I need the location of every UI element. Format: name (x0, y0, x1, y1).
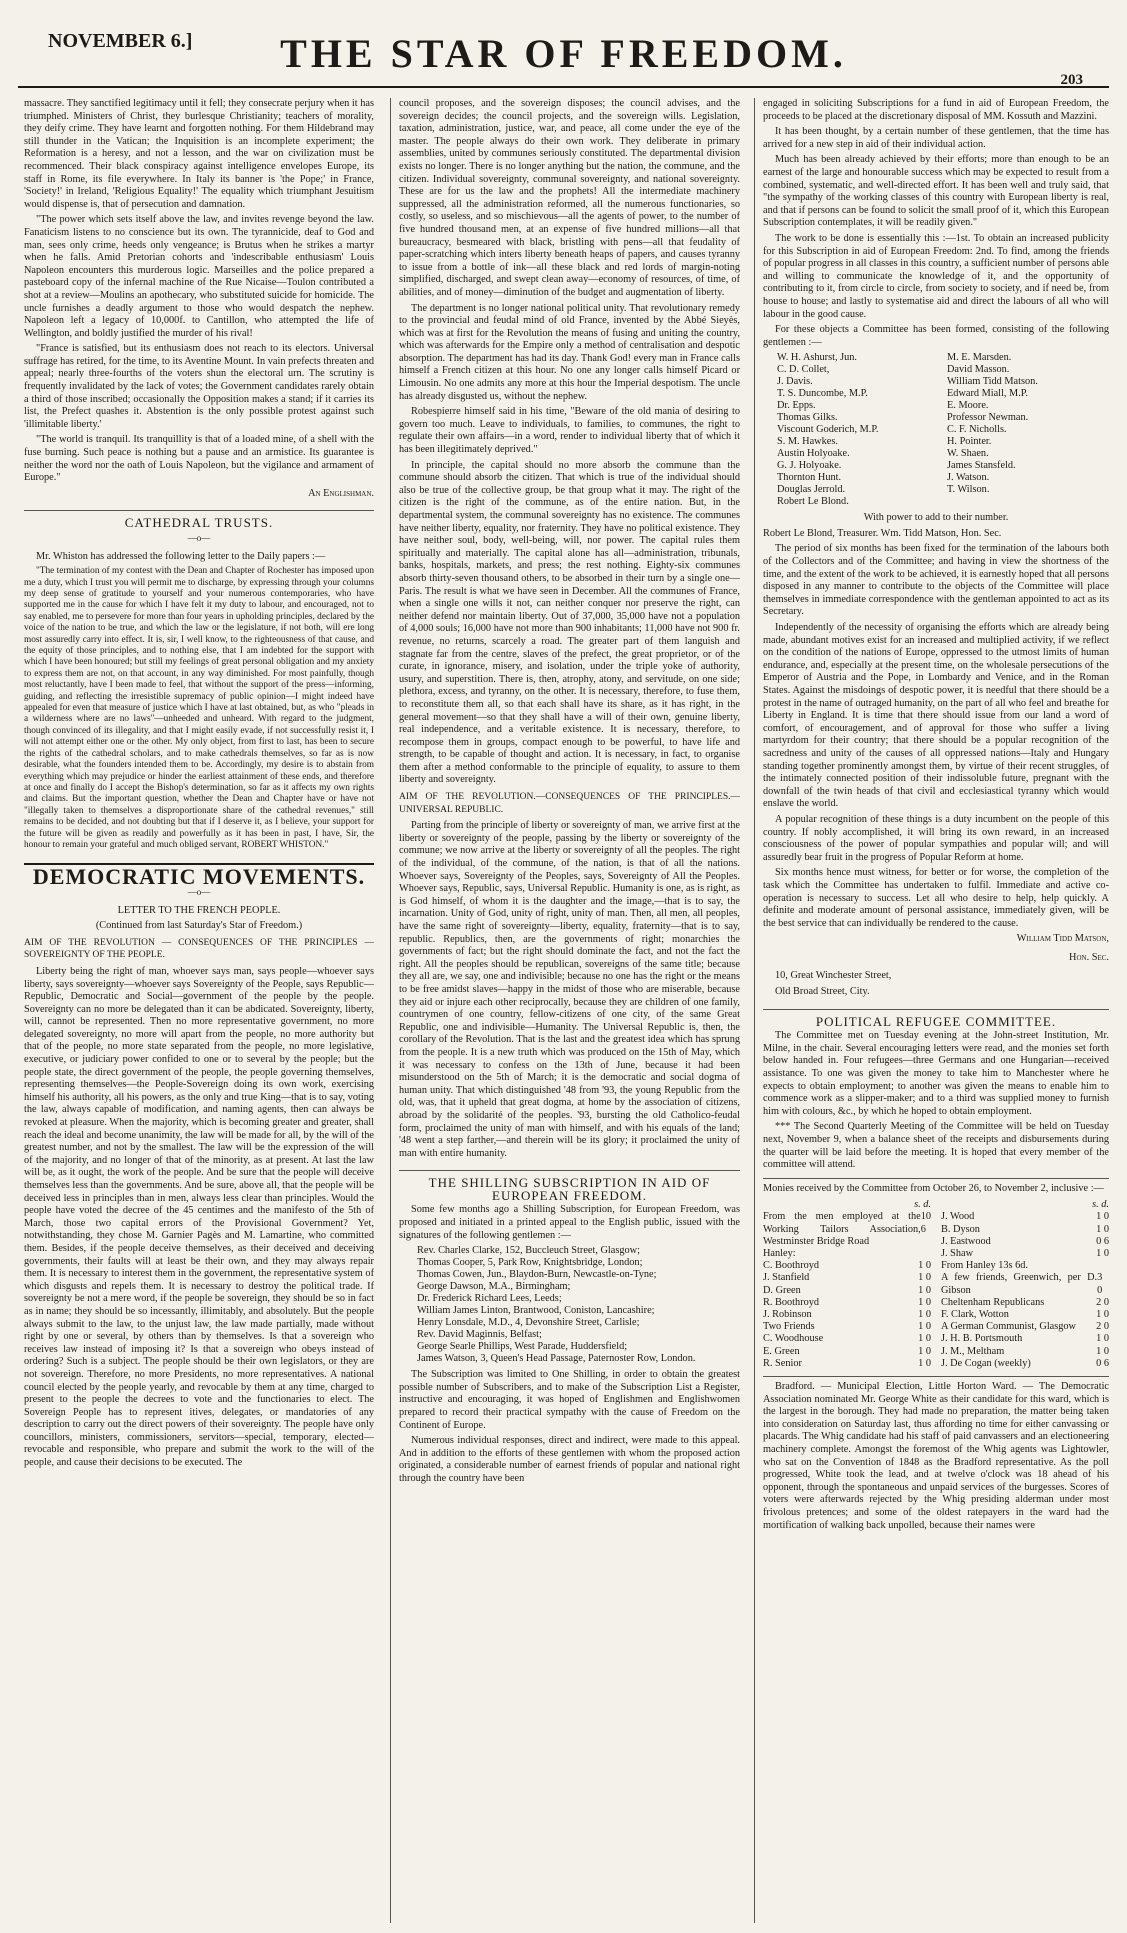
list-item: William Tidd Matson. (947, 376, 1038, 388)
donor-name: Cheltenham Republicans (941, 1296, 1045, 1308)
democratic-movements-heading: DEMOCRATIC MOVEMENTS. (24, 863, 374, 884)
list-item: James Stansfeld. (947, 460, 1016, 472)
refugee-committee-heading: POLITICAL REFUGEE COMMITTEE. (763, 1009, 1109, 1029)
donor-amount: 1 0 (918, 1309, 931, 1320)
donor-amount: 3 0 (1097, 1272, 1103, 1296)
donor-amount: 1 0 (1096, 1345, 1109, 1357)
paragraph: For these objects a Committee has been formed, consisting of the following gentlemen :— (763, 324, 1109, 348)
donor-amount: 1 0 (918, 1260, 931, 1272)
money-row (763, 1272, 931, 1284)
paragraph: Independently of the necessity of organising the efforts which are already being made, abundant motives exist for an increased and multiplied activity, if we reflect on the condition of the nations of Europe, oppressed to the utmost limits of human endurance, and, especially at the present time, on the wholesale persecutions of the Emperor of Austria and the Pope, in Lombardy and Venice, and in the Roman States. Against the misdoings of despotic power, it is needful that there should be a protest in the name of outraged humanity, on the part of all who feel and breathe for Liberty in England. It is time that there should issue from our land a word of comfort, of encouragement, and of approval for those who suffer a living martyrdom for their country; that there should be a popular recognition of the sacredness and unity of the causes of all oppressed nations—Italy and Hungary standing together prominently amongst them, by virtue of their recent struggles, of the intimately connected position of their indissoluble future, pregnant with the downfall of the twin heads of that civil and ecclesiastical tyranny which would enslave the world. (763, 622, 1109, 810)
money-row (941, 1321, 1109, 1333)
officers-line: Robert Le Blond, Treasurer. Wm. Tidd Matson, Hon. Sec. (763, 527, 1002, 539)
donor-amount: 1 0 (1096, 1247, 1109, 1259)
donor-amount: 2 0 (1096, 1321, 1109, 1333)
donor-amount: 2 0 (1096, 1296, 1109, 1308)
paragraph: Liberty being the right of man, whoever says man, says people—whoever says liberty, says sovereignty—whoever says Sovereignty of the People, says Republic—Republic, Democratic and Social—government of the people by the people. Sovereignty can no more be delegated than it can be abdicated. Sovereignty, liberty, will, cannot be represented. Then no more representative government, no more delegated sovereignty, no more will apart from the people, no more authority but that of the people, no more state separated from the people, no more legislative, executive, or judiciary power confided to one or to several by the people; but the people state, the direct government of the people, the people governing themselves, representing themselves—the People-Sovereign doing its own work, exercising himself his authority, all his powers, as the only and true King—that is to say, voting the law, always capable of modification, and naming agents, then can always be revoked at pleasure. When the majority, which is becoming greater and greater, shall reach the ideal and become unanimity, the law will be made for all, by the will of the greatest number, and not by the smallest. The law will be the expression of the will of the majority, and no longer of that of the minority, as at present. At last the law will be, as it ought, the work of the people. And be sure that the people will deceive themselves less than the governments. And be sure, above all, that the people will be deceived less in principles than in men, always less clear than principles. Would the people have voted the decree of the 45 centimes and the manifesto of the 5th of March, those two capital errors of the Provisional Government? Yet, notwithstanding, they chose M. Garnier Pagès and M. Lamartine, who committed them. Besides, if the people deceive themselves, as their deceived and deceiving governments, their faults will at least be their own, and they may always repair them. It is necessary to interest them in the government, the representative system of which disgusts and repels them. It is necessary to destroy the political trade. If sovereignty be not a mere word, if the people be sovereign, they should be so in fact as in name; they should be so incessantly, illimitably, and absolutely. But the people always submit to the law, to the unjust law, the law made partially, made without right by one or several, by others than by themselves. Is that a sovereign who receives law instead of imposing it? Is that a sovereign who obeys instead of ordering? Such is a subject. The people should be their own legislators, or they are not sovereign. Therefore, no more Presidents, no more representatives. A national council elected by the people yearly, and revocable by them at any time, charged to present to the people the decrees to vote and the functionaries to elect. The Sovereign People has to represent itives, delegates, or mandatories of any description to carry out the direct powers of their sovereignty. The people have only councillors, ministers, commissioners, servitors—special, temporary, elected—revocable and responsible, who prepare and submit the work to the will of the people, and cause their decisions to be executed. The (24, 965, 374, 1469)
divider: —o— (187, 533, 211, 543)
money-row (941, 1297, 1109, 1309)
bradford-report: Bradford. — Municipal Election, Little Horton Ward. — The Democratic Association nominated Mr. George White as their candidate for this ward, which is the largest in the borough. They had made no preparation, the matter being taken into consideration on Saturday last, thus affording no time for either canvassing or placards. The Whig candidate had his staff of paid canvassers and an electioneering machinery complete. Amongst the foremost of the Whig agents was Lightowler, who sat on the Convention of 1848 as the Bradford representative. As the poll progressed, White took the lead, and at twelve o'clock was 18 ahead of his opponent, through the spontaneous and unpaid services of the burgesses. Scores of voters were afterwards rejected by the Whig presiding alderman under most frivolous pretences; and some of the oldest ratepayers in the ward had the mortification of walking back unpolled, because their names were (763, 1381, 1109, 1531)
money-row (941, 1272, 1109, 1296)
power-line: With power to add to their number. (863, 512, 1009, 524)
issue-date: NOVEMBER 6.] (48, 30, 193, 52)
donor-amount: 1 0 (1096, 1333, 1109, 1345)
list-item: Dr. Frederick Richard Lees, Leeds; (417, 1293, 562, 1305)
columns (18, 98, 1109, 1923)
cathedral-trusts-heading: CATHEDRAL TRUSTS. (24, 510, 374, 530)
donor-name: J. De Cogan (weekly) (941, 1357, 1031, 1369)
money-row (763, 1260, 931, 1272)
paragraph: The Subscription was limited to One Shilling, in order to obtain the greatest possible number of Subscribers, and to make of the Subscription List a Register, instructive and encouraging, it was hoped of Englishmen and Englishwomen prepared to record their practical sympathy with the cause of Freedom on the Continent of Europe. (399, 1369, 740, 1431)
list-item: Austin Holyoake. (777, 448, 850, 460)
paragraph: Mr. Whiston has addressed the following letter to the Daily papers :— (36, 550, 326, 562)
donor-name: J. H. B. Portsmouth (941, 1333, 1023, 1345)
shilling-subscription-heading: THE SHILLING SUBSCRIPTION IN AID OF EUROPEAN FREEDOM. (399, 1170, 740, 1202)
paragraph: It has been thought, by a certain number of these gentlemen, that the time has arrived for a new step in aid of their individual action. (763, 126, 1109, 150)
list-item: Thornton Hunt. (777, 472, 842, 484)
letter-heading: LETTER TO THE FRENCH PEOPLE. (117, 904, 281, 916)
donor-name: B. Dyson (941, 1223, 980, 1235)
paragraph: *** The Second Quarterly Meeting of the Committee will be held on Tuesday next, November 9, when a balance sheet of the receipts and disbursements during the quarter will be laid before the meeting. It is hoped that every member of the committee will attend. (763, 1121, 1109, 1171)
donor-name: R. Senior (763, 1357, 802, 1369)
donor-name: C. Woodhouse (763, 1333, 824, 1345)
paragraph: The department is no longer national political unity. That revolutionary remedy to the provincial and feudal mind of old France, invented by the Abbé Sieyès, which was at first for the Revolution the means of fusing and uniting the country, which was afterwards for the Empire only a method of centralisation and despotic absorption. The department has had its day. Thank God! every man in France calls himself a French citizen at this hour. No one any longer calls himself Picard or Limousin. No one admits any more at this hour the Imperial despotism. The uncle has already disgusted us, without the nephew. (399, 302, 740, 402)
list-item: Henry Lonsdale, M.D., 4, Devonshire Street, Carlisle; (417, 1317, 640, 1329)
list-item: Rev. Charles Clarke, 152, Buccleuch Street, Glasgow; (417, 1245, 640, 1257)
paragraph: "The power which sets itself above the law, and invites revenge beyond the law. Fanaticism listens to no conscience but its own. The tyrannicide, deaf to God and man, sees only crime, heeds only vengeance; is Brutus when he strikes a martyr when he falls. Amid Pretorian cohorts and 'indescribable enthusiasm' Louis Napoleon encounters this murderous logic. Marseilles and the police prepared a pasteboard copy of the infernal machine of the Rue Nicaise—Toulon contributed a shot at a review—Moulins an apothecary, who substituted suicide for homicide. The uncle furnishes a deadly argument to those who would despatch the nephew. Napoleon left a legacy of 10,000f. to Cantillon, who attempted the life of Wellington, and boldly justified the murder of his rival! (24, 214, 374, 339)
money-row (941, 1211, 1109, 1223)
secretary-name: William Tidd Matson, (1016, 933, 1109, 945)
donor-amount: 1 0 (1096, 1211, 1109, 1223)
money-row (763, 1333, 931, 1345)
donor-name: From the men employed at the Working Tailors Association, Westminster Bridge Road (763, 1211, 921, 1247)
committee-right (947, 352, 1109, 508)
paragraph: Robespierre himself said in his time, "Beware of the old mania of desiring to govern too much. Leave to individuals, to families, to communes, the right to regulate their own affairs—in a word, render to individual liberty that of which it has been illegitimately deprived." (399, 406, 740, 456)
committee-left (777, 352, 939, 508)
address-line: Old Broad Street, City. (775, 986, 870, 998)
money-row (763, 1309, 931, 1321)
donor-amount: 0 6 (1096, 1235, 1109, 1247)
paragraph: engaged in soliciting Subscriptions for a fund in aid of European Freedom, the proceeds to be placed at the discretionary disposal of MM. Kossuth and Mazzini. (763, 98, 1109, 122)
list-item: Douglas Jerrold. (777, 484, 846, 496)
donor-amount: 10 6 (920, 1211, 931, 1235)
paragraph: massacre. They sanctified legitimacy until it fell; they consecrate perjury when it has triumphed. Ministers of Christ, they burlesque Christianity; teachers of morality, they deify crime. They have learnt and forgotten nothing. For them Hildebrand may still thunder in the Vatican; the Inquisition is an incomplete experiment; the Reformation is a heresy, and not a lesson, and the war on civilization must be recommenced. Their black conspiracy against intelligence envelopes Europe, its staff in Rome, its file everywhere. In Italy its banner is 'the Pope;' in France, 'Society!' in Ireland, 'Religious Equality!' The equality which triumphant Jesuitism would dispense is, that of persecution and damnation. (24, 98, 374, 210)
money-row (941, 1346, 1109, 1358)
divider: —o— (187, 886, 211, 897)
list-item: George Dawson, M.A., Birmingham; (417, 1281, 571, 1293)
paragraph: The period of six months has been fixed for the termination of the labours both of the Collectors and of the Committee; and having in view the shortness of the time, and the extent of the work to be achieved, it is earnestly hoped that all persons disposed in any manner to contribute to the objects of the Committee will place themselves in immediate correspondence with the gentleman appointed to act as its Secretary. (763, 543, 1109, 618)
donor-name: A German Communist, Glasgow (941, 1321, 1076, 1333)
money-header: s. d. (914, 1199, 931, 1211)
money-row (763, 1211, 931, 1248)
page-number: 203 (1060, 72, 1083, 88)
donor-name: J. M., Meltham (941, 1345, 1005, 1357)
list-item: W. H. Ashurst, Jun. (777, 352, 858, 364)
money-row (941, 1309, 1109, 1321)
paragraph: "France is satisfied, but its enthusiasm does not reach to its electors. Universal suffrage has retired, for the time, to its Aventine Mount. In vain prefects threaten and appeal; nearly three-fourths of the voters shun the electoral urn. The scrutiny is frequently invalidated by the lack of votes; the Government candidates rarely obtain a third of those inscribed; occasionally the Opposition makes a stand; if it carries its list, the Prefect quashes it. Abstention is the only possible protest against such 'illimitable liberty.' (24, 343, 374, 430)
newspaper-title: THE STAR OF FREEDOM. (280, 31, 847, 76)
list-item: T. Wilson. (947, 484, 990, 496)
donor-amount: 1 0 (918, 1284, 931, 1296)
list-item: Dr. Epps. (777, 400, 816, 412)
list-item: George Searle Phillips, West Parade, Huddersfield; (417, 1341, 628, 1353)
donor-name: J. Shaw (941, 1247, 974, 1259)
list-item: G. J. Holyoake. (777, 460, 842, 472)
money-row (941, 1333, 1109, 1345)
money-row (941, 1358, 1109, 1370)
donor-amount: 0 6 (1096, 1357, 1109, 1369)
list-item: E. Moore. (947, 400, 989, 412)
donor-amount: 1 0 (918, 1333, 931, 1345)
donor-amount: 1 0 (918, 1357, 931, 1369)
donor-amount: 1 0 (1096, 1309, 1109, 1320)
list-item: Professor Newman. (947, 412, 1029, 424)
donor-name: R. Boothroyd (763, 1296, 820, 1308)
monies-left (763, 1199, 931, 1370)
list-item: H. Pointer. (947, 436, 992, 448)
money-row (763, 1285, 931, 1297)
monies-intro: Monies received by the Committee from October 26, to November 2, inclusive :— (763, 1182, 1104, 1194)
donor-name: J. Wood (941, 1211, 975, 1223)
donor-name: From Hanley 13s 6d. (941, 1260, 1028, 1272)
paragraph: The work to be done is essentially this :—1st. To obtain an increased publicity for this Subscription in aid of European Freedom: 2nd. To find, among the friends of popular progress in all classes in this country, a sufficient number of persons able and willing to communicate the knowledge of it, and the opportunity of contributing to it, from circle to circle, from society to society, and if need be, from house to house; and lastly to systematise aid and direct the labours of all who will labour in the good cause. (763, 232, 1109, 320)
list-item: M. E. Marsden. (947, 352, 1012, 364)
list-item: Thomas Cooper, 5, Park Row, Knightsbridge, London; (417, 1257, 643, 1269)
donor-name: J. Stanfield (763, 1272, 810, 1284)
masthead (18, 0, 1109, 88)
paragraph: Numerous individual responses, direct and indirect, were made to this appeal. And in addition to the efforts of these gentlemen with whom the proposed action originated, a considerable number of earnest friends of popular and national right through the country have been (399, 1435, 740, 1484)
paragraph: Some few months ago a Shilling Subscription, for European Freedom, was proposed and initiated in a printed appeal to the English public, issued with the signatures of the following gentlemen :— (399, 1204, 740, 1241)
donor-name: C. Boothroyd (763, 1260, 820, 1272)
whiston-letter: "The termination of my contest with the Dean and Chapter of Rochester has imposed upon me a duty, which I trust you will permit me to discharge, by expressing through your columns my deep sense of gratitude to yourself and your numerous contemporaries, who have supported me in the cause for which I have felt it my duty to labour, and encouraged, not to say enabled, me to persevere for more than four years in upholding principles, declared by the voice of the nation to be true, and which the law or the legislature, if not both, will ere long most assuredly carry into effect. It is, sir, I well know, to the righteousness of that cause, and the equity of those principles, and to nothing else, that I am indebted for the support with which I have been honoured; but still my feelings of great personal obligation and my anxiety to express them are not, on that account, in any way diminished. For most painfully, though most reluctantly, have I been made to feel, that without the support of the press—informing, guiding, and reflecting the irresistible supremacy of public opinion—I might indeed have appealed for even that measure of justice which I have at last obtained, but, as who "pleads in a wilderness where are no laws"—unheeded and unheard. With regard to the judgment, though convinced of its illegality, and that I might easily evade, if not successfully resist it, I will not attempt either one or the other. My only object, from first to last, has been to secure the rights of the cathedral scholars, and to make cathedrals themselves, so far as is now desirable, what the founders intended them to be. Accordingly, my desire is to abstain from everything which may prejudice or hinder the earliest attainment of these ends, and therefore at once and finally do I accept the Bishop's determination, so far as it affects my own rights and claims. But the important question, whether the Dean and Chapter have or have not "illegally taken to themselves a disproportionate share of the cathedral revenues," still remains to be decided, and not doubting but that if I deserve it, as I believe, your support for the future will be given as readily and powerfully as it has been in past, I have, Sir, the honour to remain your grateful and much obliged servant, ROBERT WHISTON." (24, 566, 374, 850)
section-subhead: AIM OF THE REVOLUTION — CONSEQUENCES OF THE PRINCIPLES — SOVEREIGNTY OF THE PEOPLE. (24, 937, 374, 961)
list-item: J. Watson. (947, 472, 990, 484)
donor-name: A few friends, Greenwich, per D. Gibson (941, 1272, 1098, 1296)
paragraph: council proposes, and the sovereign disposes; the council advises, and the sovereign decides; the council projects, and the sovereign wills. Legislation, taxation, administration, justice, war, and peace, all come under the eye of the master. The people always do their own work. They deliberate in primary assemblies, united by communes seriously constituted. The departmental division exists no longer. There is no longer anything but the nation, the commune, and the citizen. Individual sovereignty, communal sovereignty, and national sovereignty. These are for us the law and the prophets! All the intermediate machinery suppressed, all the administration reformed, all the numerous functionaries, so costly, so useless, and so mischievous—all the agents of power, to the number of five hundred thousand men, at an expense of five hundred millions—all that bureaucracy, besmeared with black, bristling with pens—all that feudality of paper-scratching which inters liberty beneath heaps of papers, and causes tyranny to issue from a bottle of ink—all these black and red lords of margin-noting simplified, discharged, and swept clean away—economy of resources, of time, of abilities, and of money—diminution of the budget and augmentation of liberty. (399, 98, 740, 298)
list-item: S. M. Hawkes. (777, 436, 838, 448)
money-row (763, 1321, 931, 1333)
donor-name: Two Friends (763, 1321, 815, 1333)
donor-name: D. Green (763, 1284, 801, 1296)
donor-amount: 1 0 (1096, 1223, 1109, 1235)
column-1 (24, 98, 374, 1923)
money-row (763, 1358, 931, 1370)
donor-name: E. Green (763, 1345, 800, 1357)
donor-name: F. Clark, Wotton (941, 1309, 1009, 1320)
money-row (763, 1297, 931, 1309)
money-row (941, 1236, 1109, 1248)
list-item: C. F. Nicholls. (947, 424, 1007, 436)
list-item: Thomas Gilks. (777, 412, 838, 424)
list-item: James Watson, 3, Queen's Head Passage, Paternoster Row, London. (417, 1353, 696, 1365)
paragraph: Six months hence must witness, for better or for worse, the completion of the task which the Committee has undertaken to fulfil. Immediate and active co-operation is necessary to success. Let all who desire to help, help quickly. A definite and moderate amount of personal assistance, immediately given, will be the best service that can individually be rendered to the cause. (763, 867, 1109, 929)
paragraph: The Committee met on Tuesday evening at the John-street Institution, Mr. Milne, in the chair. Several encouraging letters were read, and the monies set forth below handed in. Four refugees—three Germans and one Hungarian—received assistance. To one was given the money to take him to Manchester where he expects to obtain employment; to another was given the means to enable him to commence work as a slipper-maker; and to a third was supplied money to furnish him with colours, &c., by which he hoped to obtain employment. (763, 1030, 1109, 1117)
list-item: C. D. Collet, (777, 364, 830, 376)
list-item: Viscount Goderich, M.P. (777, 424, 879, 436)
money-header: s. d. (1092, 1199, 1109, 1211)
list-item: Thomas Cowen, Jun., Blaydon-Burn, Newcastle-on-Tyne; (417, 1269, 657, 1281)
list-item: T. S. Duncombe, M.P. (777, 388, 868, 400)
donor-amount: 1 0 (918, 1272, 931, 1284)
column-3 (754, 98, 1109, 1923)
monies-right (941, 1199, 1109, 1370)
money-row (763, 1346, 931, 1358)
list-item: W. Shaen. (947, 448, 989, 460)
monies-table (763, 1199, 1109, 1370)
list-item: Edward Miall, M.P. (947, 388, 1028, 400)
intro-signature: An Englishman. (308, 487, 374, 499)
money-row (941, 1260, 1109, 1272)
donor-name: Hanley: (763, 1247, 796, 1259)
column-2 (390, 98, 740, 1923)
donor-amount: 1 0 (918, 1345, 931, 1357)
divider-rule (763, 1376, 1109, 1377)
paragraph: In principle, the capital should no more absorb the commune than the commune should absorb the citizen. That which is true of the individual should also be true of the collective group, be that group what it may. The right of the citizen is the right of the commune, as of the entire nation. But, in the departmental system, the communal sovereignty has no existence. The communes have neither liberty, equality, nor fraternity. They have no political existence. They have neither soul, body, well-being, will, nor power. The capital rules them spiritually and materially. The capital alone has all—administration, tribunals, banks, hospitals, markets, and press; the rest nothing. Eighty-six communes absorb thirty-seven thousand others, to be absorbed in their turn by a single one—Paris. The result is what we have seen in December. All the communes of France, when a single one wills it not, can neither conquer nor preserve the right, can neither defend nor maintain liberty. Out of 37,000, 35,000 have not a population of 4,000 souls; 16,000 have not more than 900 inhabitants; 11,000 have not 900 fr. revenue, no returns, scarcely a road. The greater part of them languish and stagnate far from the centre, slaves of the prefect, the great proprietor, or of the curate, in ignorance, misery, and isolation, under the triple yoke of authority, usury, and superstition. There is, then, atrophy, atony, and servitude, on one side; plethora, excess, and tyranny, on the other. It is necessary, therefore, to fuse them, to reconstitute them all, so that each shall have its share, as it has right, in the general movement—so that they shall have a will of their own, genuine liberty, real independence, and a veritable existence. It is necessary, therefore, to recompose them in groups, compact enough to be powerful, to have life and strength, to be capable of thought and action. It is necessary, in fact, to organise them after a method conformable to the principle of equality, to assure to them liberty and sovereignty. (399, 459, 740, 786)
donor-name: J. Eastwood (941, 1235, 991, 1247)
paragraph: Parting from the principle of liberty or sovereignty of man, we arrive first at the liberty or sovereignty of the people, passing by the liberty or sovereignty of the commune; we now arrive at the liberty or sovereignty of all the peoples. The right of the individual, of the commune, of the nation, is that of all the nations. Whoever says, Sovereignty of the Peoples, says, Sovereignty of All the Peoples. Whoever says, Republic, says, Universal Republic. Humanity is one, as is right, as is God himself, of whom it is the daughter and the image,—that is to say, the incarnation. Unity of God, unity of right, unity of man. Then, all men, all peoples, have the same right of sovereignty—liberty, equality, fraternity—that is to say, republic. Republics, then, are the governments of right; monarchies the governments of fact; but the right should dominate the fact, and not the fact the right. All the peoples should be republican, sovereigns of the same title; because they all are, we say, one and indivisible; because no one has the right or the means to be free amidst slaves—happy in the midst of those who are miserable, because they aid or injure each other reciprocally, because they are children of one family, countrymen of one country, fellow-citizens of one city, of the same Great Republic, one and indivisible—Humanity. The Universal Republic is, then, the corollary of the Revolution. That is the last and the greatest idea which has sprung from the people. It is a new truth which was produced on the 15th of May, which it was necessary to confess on the 13th of June, because it had been misunderstood on the 5th of March; it is the democratic and social dogma of human unity. That which distinguished '48 from '93, the young Republic from the old, was, that it upheld that great dogma, at home by the association of citizens, abroad by the solidarité of the peoples. '93, bursting the old Catholico-feudal form, proclaimed the unity of man with himself, and with his equals of the land; '48 went a step farther,—and therein will be its glory; it proclaimed the unity of man with entire humanity. (399, 820, 740, 1159)
donor-amount: 1 0 (918, 1321, 931, 1333)
donor-name: J. Robinson (763, 1309, 812, 1320)
money-row (941, 1224, 1109, 1236)
divider-rule (763, 1178, 1109, 1179)
money-row (941, 1248, 1109, 1260)
paragraph: Much has been already achieved by their efforts; more than enough to be an earnest of the large and honourable success which may be expected to result from a combined, systematic, and well-directed effort. It has been well and truly said, that "the sympathy of the working classes of this country with European liberty is real, and that if persons can be found to solicit the small proof of it, which this European Subscription contemplates, it will be readily given." (763, 154, 1109, 229)
section-subhead: AIM OF THE REVOLUTION.—CONSEQUENCES OF THE PRINCIPLES.—UNIVERSAL REPUBLIC. (399, 792, 740, 815)
committee-members (777, 352, 1109, 508)
list-item: William James Linton, Brantwood, Coniston, Lancashire; (417, 1305, 655, 1317)
paragraph: "The world is tranquil. Its tranquillity is that of a loaded mine, of a shell with the fuse burning. Such peace is nothing but a pause and an armistice. Its guarantee is neither the word nor the oath of Louis Napoleon, but the vigilance and armament of Europe." (24, 434, 374, 484)
address-line: 10, Great Winchester Street, (775, 970, 892, 982)
list-item: Robert Le Blond. (777, 496, 849, 508)
paragraph: A popular recognition of these things is a duty incumbent on the people of this country. If nobly accomplished, it will bring its own reward, in an increased consciousness of the power of popular sympathies and popular will; and will assuredly bear fruit in the progress of Popular Reform at home. (763, 813, 1109, 863)
list-item: David Masson. (947, 364, 1010, 376)
signatory-list (417, 1245, 740, 1365)
donor-amount: 1 0 (918, 1296, 931, 1308)
letter-continued: (Continued from last Saturday's Star of Freedom.) (95, 920, 303, 932)
money-row (763, 1248, 931, 1260)
list-item: Rev. David Maginnis, Belfast; (417, 1329, 542, 1341)
secretary-title: Hon. Sec. (1069, 951, 1109, 963)
list-item: J. Davis. (777, 376, 813, 388)
